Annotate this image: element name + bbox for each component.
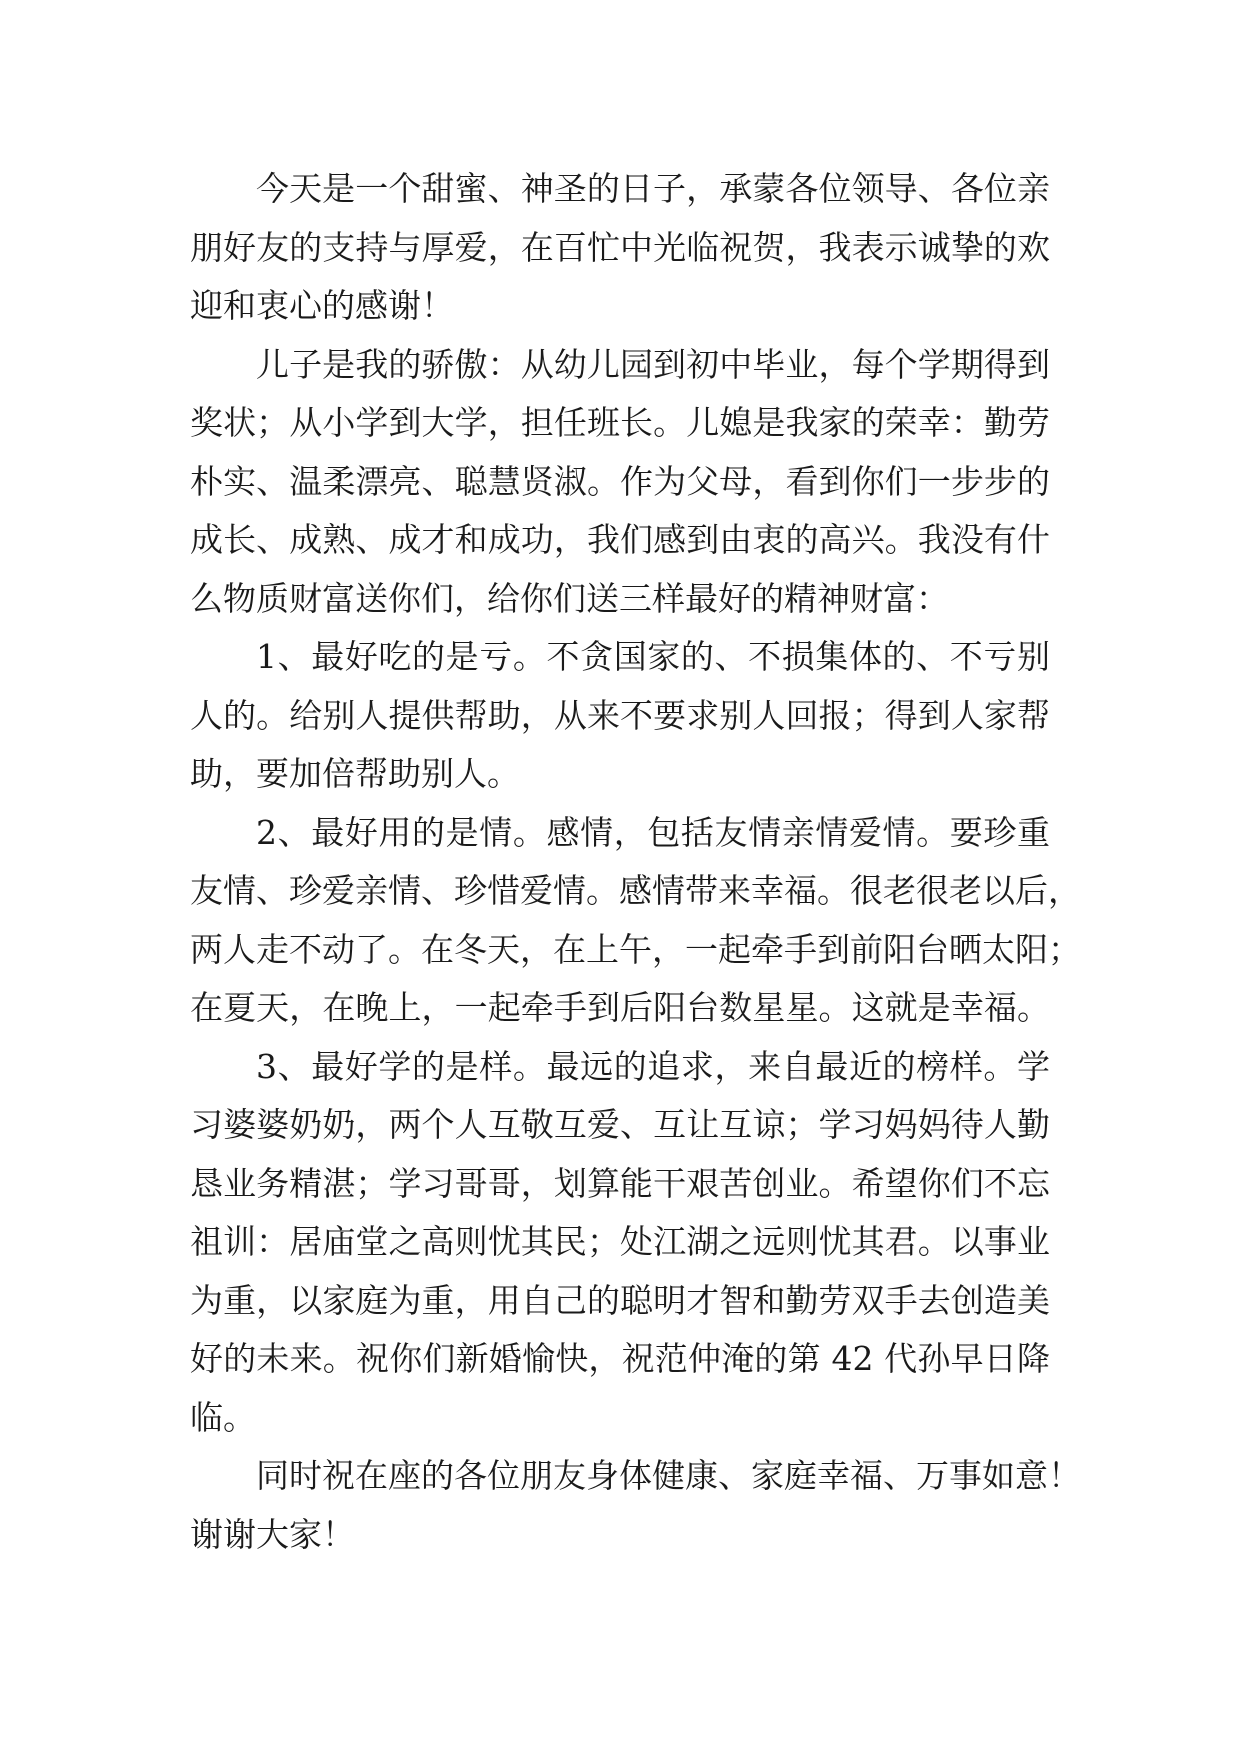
paragraph-point-1 bbox=[190, 628, 1050, 804]
text-line: 成长、成熟、成才和成功，我们感到由衷的高兴。我没有什 bbox=[190, 520, 1050, 559]
text-line: 习婆婆奶奶，两个人互敬互爱、互让互谅；学习妈妈待人勤 bbox=[190, 1105, 1050, 1144]
text-line: 2、最好用的是情。感情，包括友情亲情爱情。要珍重 bbox=[256, 812, 1050, 852]
text-line: 临。 bbox=[190, 1397, 256, 1437]
text-line: 人的。给别人提供帮助，从来不要求别人回报；得到人家帮 bbox=[190, 695, 1050, 735]
text-line: 为重，以家庭为重，用自己的聪明才智和勤劳双手去创造美 bbox=[190, 1280, 1050, 1320]
text-line: 今天是一个甜蜜、神圣的日子，承蒙各位领导、各位亲 bbox=[256, 169, 1050, 208]
text-line: 祖训：居庙堂之高则忧其民；处江湖之远则忧其君。以事业 bbox=[190, 1222, 1050, 1261]
text-line: 友情、珍爱亲情、珍惜爱情。感情带来幸福。很老很老以后， bbox=[190, 871, 1081, 910]
text-line: 迎和衷心的感谢！ bbox=[190, 286, 454, 325]
text-line: 儿子是我的骄傲：从幼儿园到初中毕业，每个学期得到 bbox=[256, 344, 1050, 384]
text-line: 助，要加倍帮助别人。 bbox=[190, 754, 520, 793]
paragraph-opening bbox=[190, 160, 1050, 336]
text-line: 同时祝在座的各位朋友身体健康、家庭幸福、万事如意！ bbox=[256, 1456, 1081, 1495]
text-line: 1、最好吃的是亏。不贪国家的、不损集体的、不亏别 bbox=[256, 637, 1050, 676]
text-line: 好的未来。祝你们新婚愉快，祝范仲淹的第 42 代孙早日降 bbox=[190, 1339, 1050, 1378]
text-line: 3、最好学的是样。最远的追求，来自最近的榜样。学 bbox=[256, 1046, 1050, 1086]
text-line: 奖状；从小学到大学，担任班长。儿媳是我家的荣幸：勤劳 bbox=[190, 403, 1050, 442]
text-line: 谢谢大家！ bbox=[190, 1514, 355, 1554]
text-line: 在夏天，在晚上，一起牵手到后阳台数星星。这就是幸福。 bbox=[190, 988, 1050, 1027]
text-line: 朋好友的支持与厚爱，在百忙中光临祝贺，我表示诚挚的欢 bbox=[190, 227, 1050, 267]
text-line: 恳业务精湛；学习哥哥，划算能干艰苦创业。希望你们不忘 bbox=[190, 1163, 1050, 1203]
paragraph-closing bbox=[190, 1447, 1081, 1564]
text-line: 朴实、温柔漂亮、聪慧贤淑。作为父母，看到你们一步步的 bbox=[190, 461, 1050, 501]
paragraph-point-2 bbox=[190, 804, 1081, 1038]
text-line: 么物质财富送你们，给你们送三样最好的精神财富： bbox=[190, 578, 949, 618]
document-body bbox=[190, 160, 1081, 1564]
paragraph-point-3 bbox=[190, 1038, 1050, 1448]
text-line: 两人走不动了。在冬天，在上午，一起牵手到前阳台晒太阳； bbox=[190, 929, 1081, 969]
paragraph-son bbox=[190, 336, 1050, 629]
